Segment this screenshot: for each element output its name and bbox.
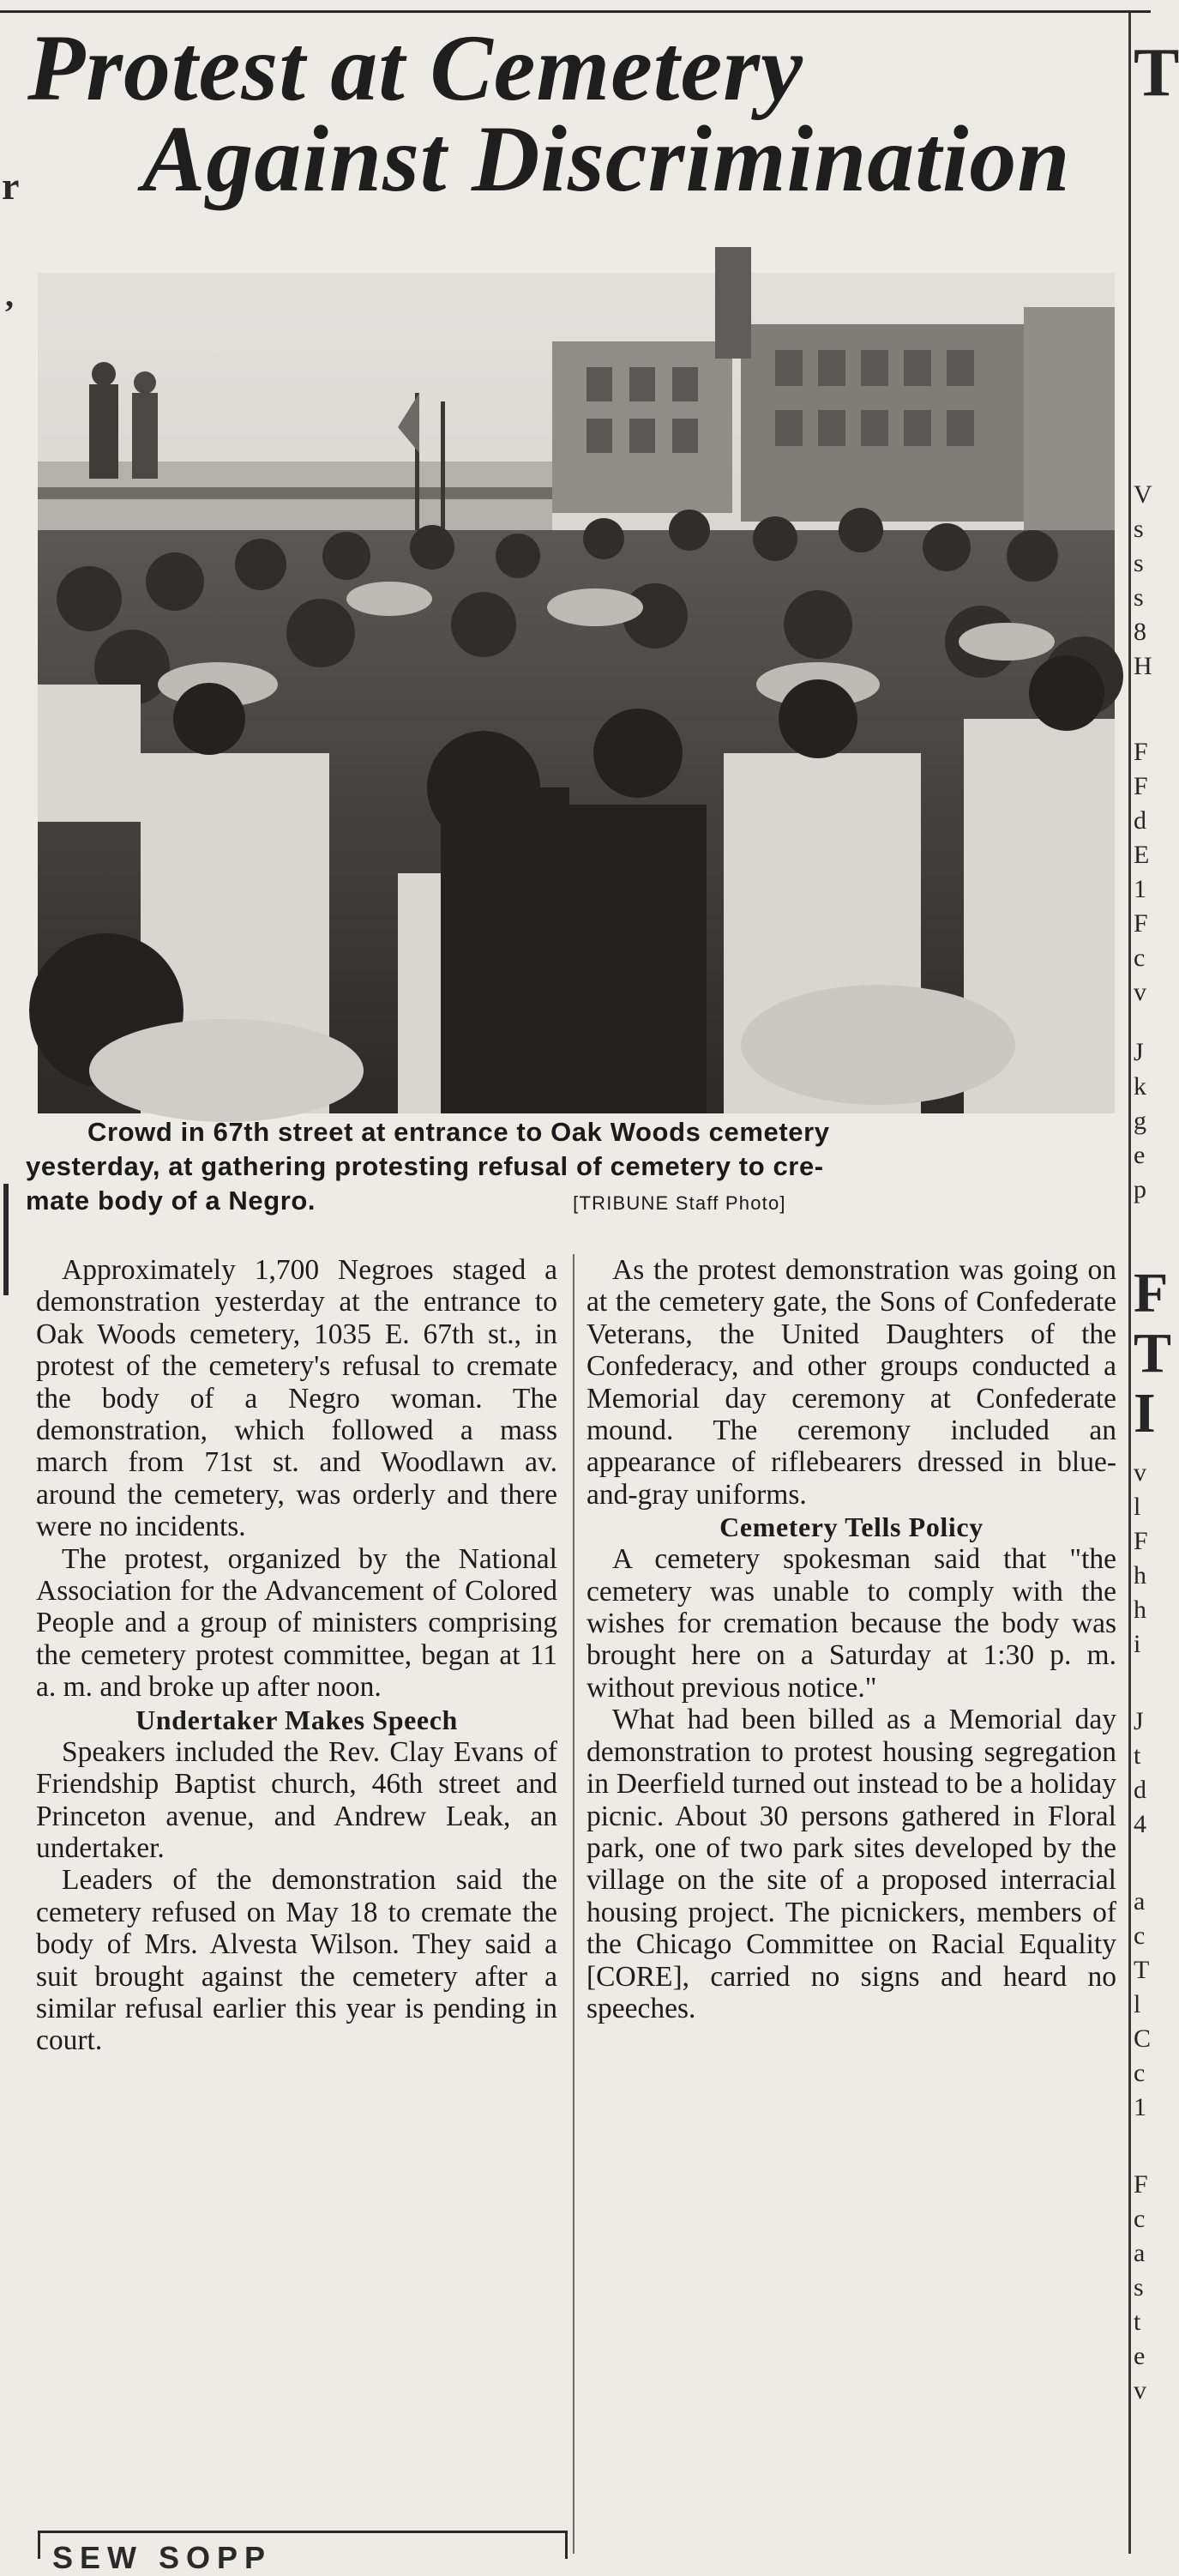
adjacent-ad-text: SEW SOPP	[52, 2540, 273, 2575]
photo-credit: [TRIBUNE Staff Photo]	[573, 1192, 786, 1214]
column-rule-middle	[573, 1254, 574, 2554]
crowd-photo-illustration	[38, 273, 1115, 1113]
top-rule	[0, 10, 1151, 13]
article-paragraph-6: A cemetery spokesman said that "the cemetery was unable to comply with the wishes for cremation because the body was brought here on a Saturday at 1:30 p. m. without previous notice."	[586, 1543, 1116, 1704]
headline	[26, 15, 1132, 211]
article-column-right	[586, 1254, 1116, 2024]
caption-line-3-text: mate body of a Negro.	[26, 1185, 316, 1216]
article-paragraph-2: The protest, organized by the National Association for the Advancement of Colored People and a group of ministers comprising the cemetery protest committee, began at 11 a. m. and broke up after noon.	[36, 1542, 557, 1704]
caption-line-1: Crowd in 67th street at entrance to Oak Woods cemetery	[87, 1117, 830, 1147]
subhead-undertaker: Undertaker Makes Speech	[135, 1704, 458, 1735]
article-paragraph-1: Approximately 1,700 Negroes staged a demonstration yesterday at the entrance to Oak Woods cemetery, 1035 E. 67th st., in protest of the cemetery's refusal to cremate the body of a Negro woman. The demonstration, which followed a mass march from 71st st. and Woodlawn av. around the cemetery, was orderly and there were no incidents.	[36, 1254, 557, 1543]
article-paragraph-4: Leaders of the demonstration said the cemetery refused on May 18 to cremate the body of Mrs. Alvesta Wilson. They said a suit brought against the cemetery after a similar refusal earlier this year is pending in court.	[36, 1864, 557, 2057]
article-paragraph-5: As the protest demonstration was going on at the cemetery gate, the Sons of Confederate Veterans, the United Daughters of the Confederacy, and other groups conducted a Memorial day ceremony at Confederate mound. The ceremony included an appearance of riflebearers dressed in blue-and-gray uniforms.	[586, 1254, 1116, 1511]
adjacent-column-left: r ,	[0, 0, 22, 2554]
caption-line-2: yesterday, at gathering protesting refusal of cemetery to cre-	[26, 1151, 824, 1181]
article-paragraph-7: What had been billed as a Memorial day demonstration to protest housing segregation in Deerfield turned out instead to be a holiday picnic. About 30 persons gathered in Floral park, one of two park sites developed by the village on the site of a proposed interracial housing project. The picnickers, members of the Chicago Committee on Racial Equality [CORE], carried no signs and heard no speeches.	[586, 1704, 1116, 2024]
article-paragraph-3: Speakers included the Rev. Clay Evans of Friendship Baptist church, 46th street and Princeton avenue, and Andrew Leak, an undertaker.	[36, 1735, 557, 1864]
caption-line-3	[26, 1184, 1130, 1221]
headline-line-1: Protest at Cemetery	[27, 15, 803, 120]
article-column-left	[36, 1254, 557, 2057]
headline-line-2: Against Discrimination	[142, 106, 1071, 211]
photo-caption	[26, 1115, 1130, 1221]
adjacent-column-right: T V s s s 8 H F F d E 1 F c v J k g e p F T I v l F h h i J t d 4 a c T l C c 1 F c a s t e v	[1134, 35, 1179, 2404]
column-rule-right	[1128, 13, 1131, 2554]
subhead-cemetery-policy: Cemetery Tells Policy	[719, 1511, 984, 1543]
news-photo	[38, 273, 1115, 1113]
adjacent-ad-box	[38, 2531, 568, 2575]
